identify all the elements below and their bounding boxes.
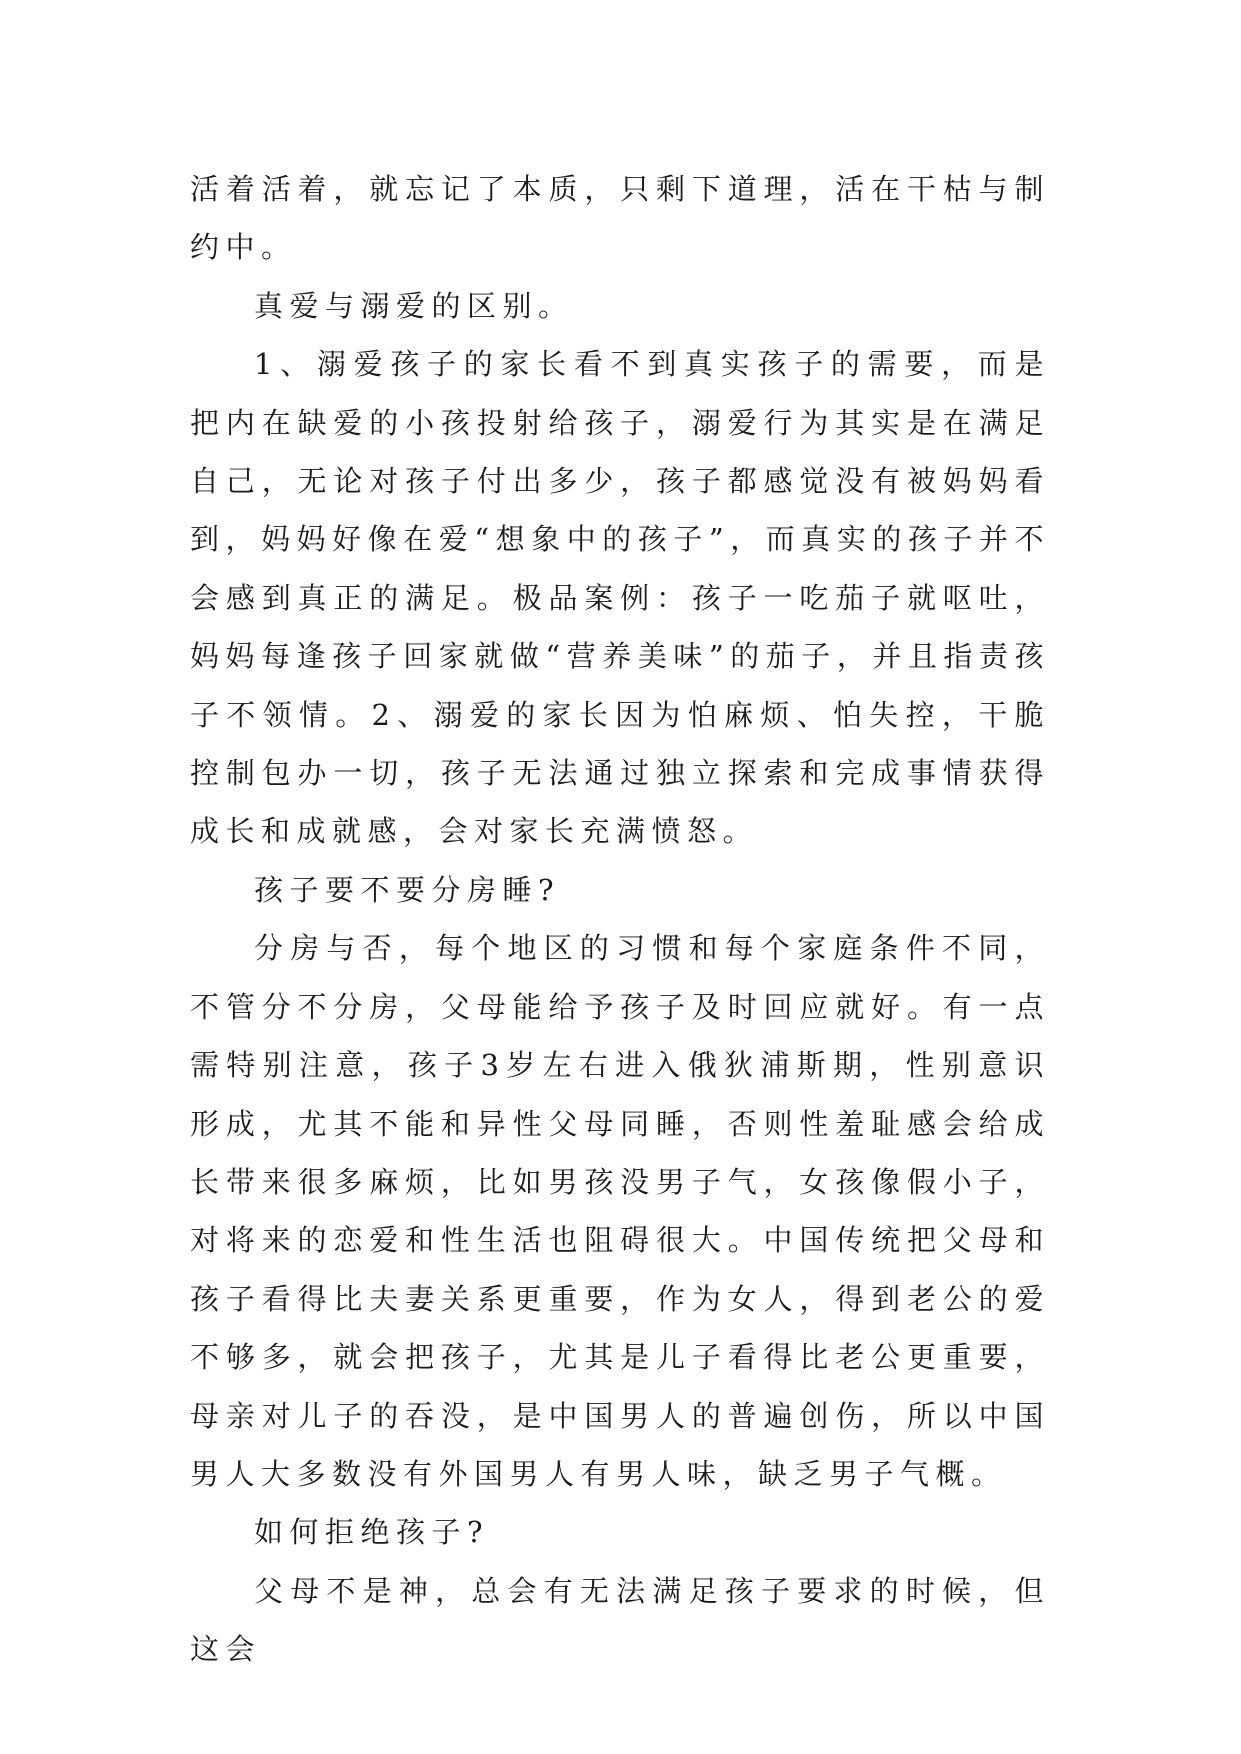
paragraph: 1、溺爱孩子的家长看不到真实孩子的需要，而是把内在缺爱的小孩投射给孩子，溺爱行为其实是在满足自己，无论对孩子付出多少，孩子都感觉没有被妈妈看到，妈妈好像在爱“想象中的孩子”，而真实的孩子并不会感到真正的满足。极品案例：孩子一吃茄子就呕吐，妈妈每逢孩子回家就做“营养美味”的茄子，并且指责孩子不领情。2、溺爱的家长因为怕麻烦、怕失控，干脆控制包办一切，孩子无法通过独立探索和完成事情获得成长和成就感，会对家长充满愤怒。 (190, 347, 1050, 849)
paragraph: 分房与否，每个地区的习惯和每个家庭条件不同，不管分不分房，父母能给予孩子及时回应就好。有一点需特别注意，孩子3岁左右进入俄狄浦斯期，性别意识形成，尤其不能和异性父母同睡，否则性羞耻感会给成长带来很多麻烦，比如男孩没男子气，女孩像假小子，对将来的恋爱和性生活也阻碍很大。中国传统把父母和孩子看得比夫妻关系更重要，作为女人，得到老公的爱不够多，就会把孩子，尤其是儿子看得比老公更重要，母亲对儿子的吞没，是中国男人的普遍创伤，所以中国男人大多数没有外国男人有男人味，缺乏男子气概。 (190, 931, 1050, 1491)
paragraph: 活着活着，就忘记了本质，只剩下道理，活在干枯与制约中。 (190, 172, 1050, 265)
section-heading-refusing-children: 如何拒绝孩子? (254, 1515, 490, 1550)
section-heading-separate-rooms: 孩子要不要分房睡? (254, 872, 561, 907)
body-text (190, 160, 1050, 1679)
paragraph: 父母不是神，总会有无法满足孩子要求的时候，但这会 (190, 1573, 1050, 1667)
section-heading-true-love-vs-spoiling: 真爱与溺爱的区别。 (254, 288, 574, 323)
